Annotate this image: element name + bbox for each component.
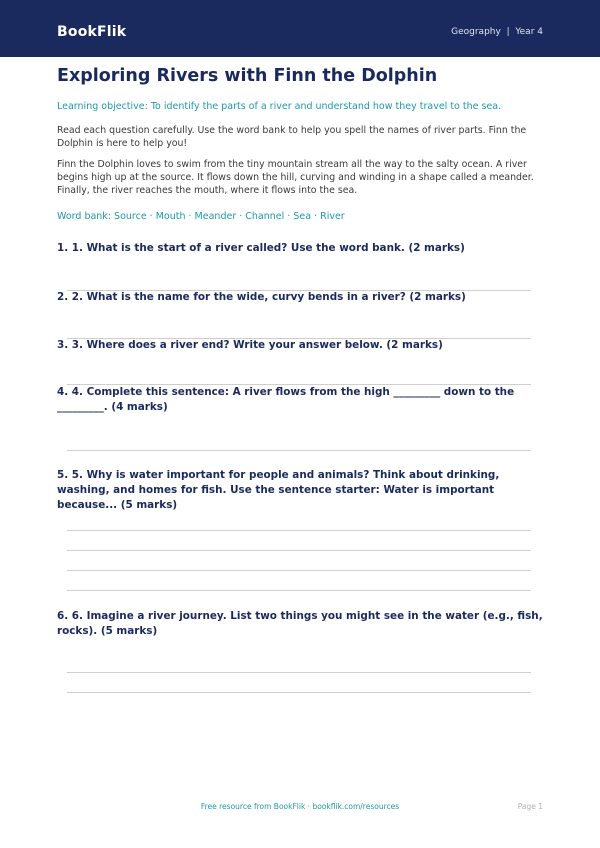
meta-separator: | — [506, 27, 510, 37]
question-3: 3. 3. Where does a river end? Write your answer below. (2 marks) — [57, 339, 443, 351]
answer-line[interactable] — [67, 450, 531, 451]
answer-line[interactable] — [67, 692, 531, 693]
instructions-text: Read each question carefully. Use the word bank to help you spell the names of river parts. Finn the Dolphin is here to help you! — [57, 125, 527, 149]
question-5: 5. 5. Why is water important for people and animals? Think about drinking, washing, and homes for fish. Use the sentence starter: Water is important because... (5 marks) — [57, 469, 500, 511]
page-number: Page 1 — [517, 802, 543, 811]
question-6: 6. 6. Imagine a river journey. List two things you might see in the water (e.g., fish, rocks). (5 marks) — [57, 610, 543, 637]
year-label: Year 4 — [515, 27, 543, 37]
answer-line[interactable] — [67, 672, 531, 673]
question-4: 4. 4. Complete this sentence: A river flows from the high _________ down to the _________. (4 marks) — [57, 386, 515, 413]
question-1: 1. 1. What is the start of a river called? Use the word bank. (2 marks) — [57, 242, 465, 254]
subject-label: Geography — [451, 27, 501, 37]
page-header — [0, 0, 600, 57]
brand-logo: BookFlik — [57, 24, 127, 40]
footer-credit[interactable]: Free resource from BookFlik · bookflik.com/resources — [200, 802, 400, 811]
worksheet-title: Exploring Rivers with Finn the Dolphin — [57, 66, 438, 86]
answer-line[interactable] — [67, 530, 531, 531]
learning-objective: Learning objective: To identify the parts of a river and understand how they travel to the sea. — [57, 101, 502, 112]
word-bank: Word bank: Source · Mouth · Meander · Channel · Sea · River — [57, 211, 345, 222]
answer-line[interactable] — [67, 570, 531, 571]
answer-line[interactable] — [67, 590, 531, 591]
story-text: Finn the Dolphin loves to swim from the tiny mountain stream all the way to the salty ocean. A river begins high up at the source. It flows down the hill, curving and winding in a shape called a meander. Finally, the river reaches the mouth, where it flows into the sea. — [57, 159, 534, 196]
answer-line[interactable] — [67, 550, 531, 551]
subject-year — [451, 27, 543, 37]
question-2: 2. 2. What is the name for the wide, curvy bends in a river? (2 marks) — [57, 291, 466, 303]
